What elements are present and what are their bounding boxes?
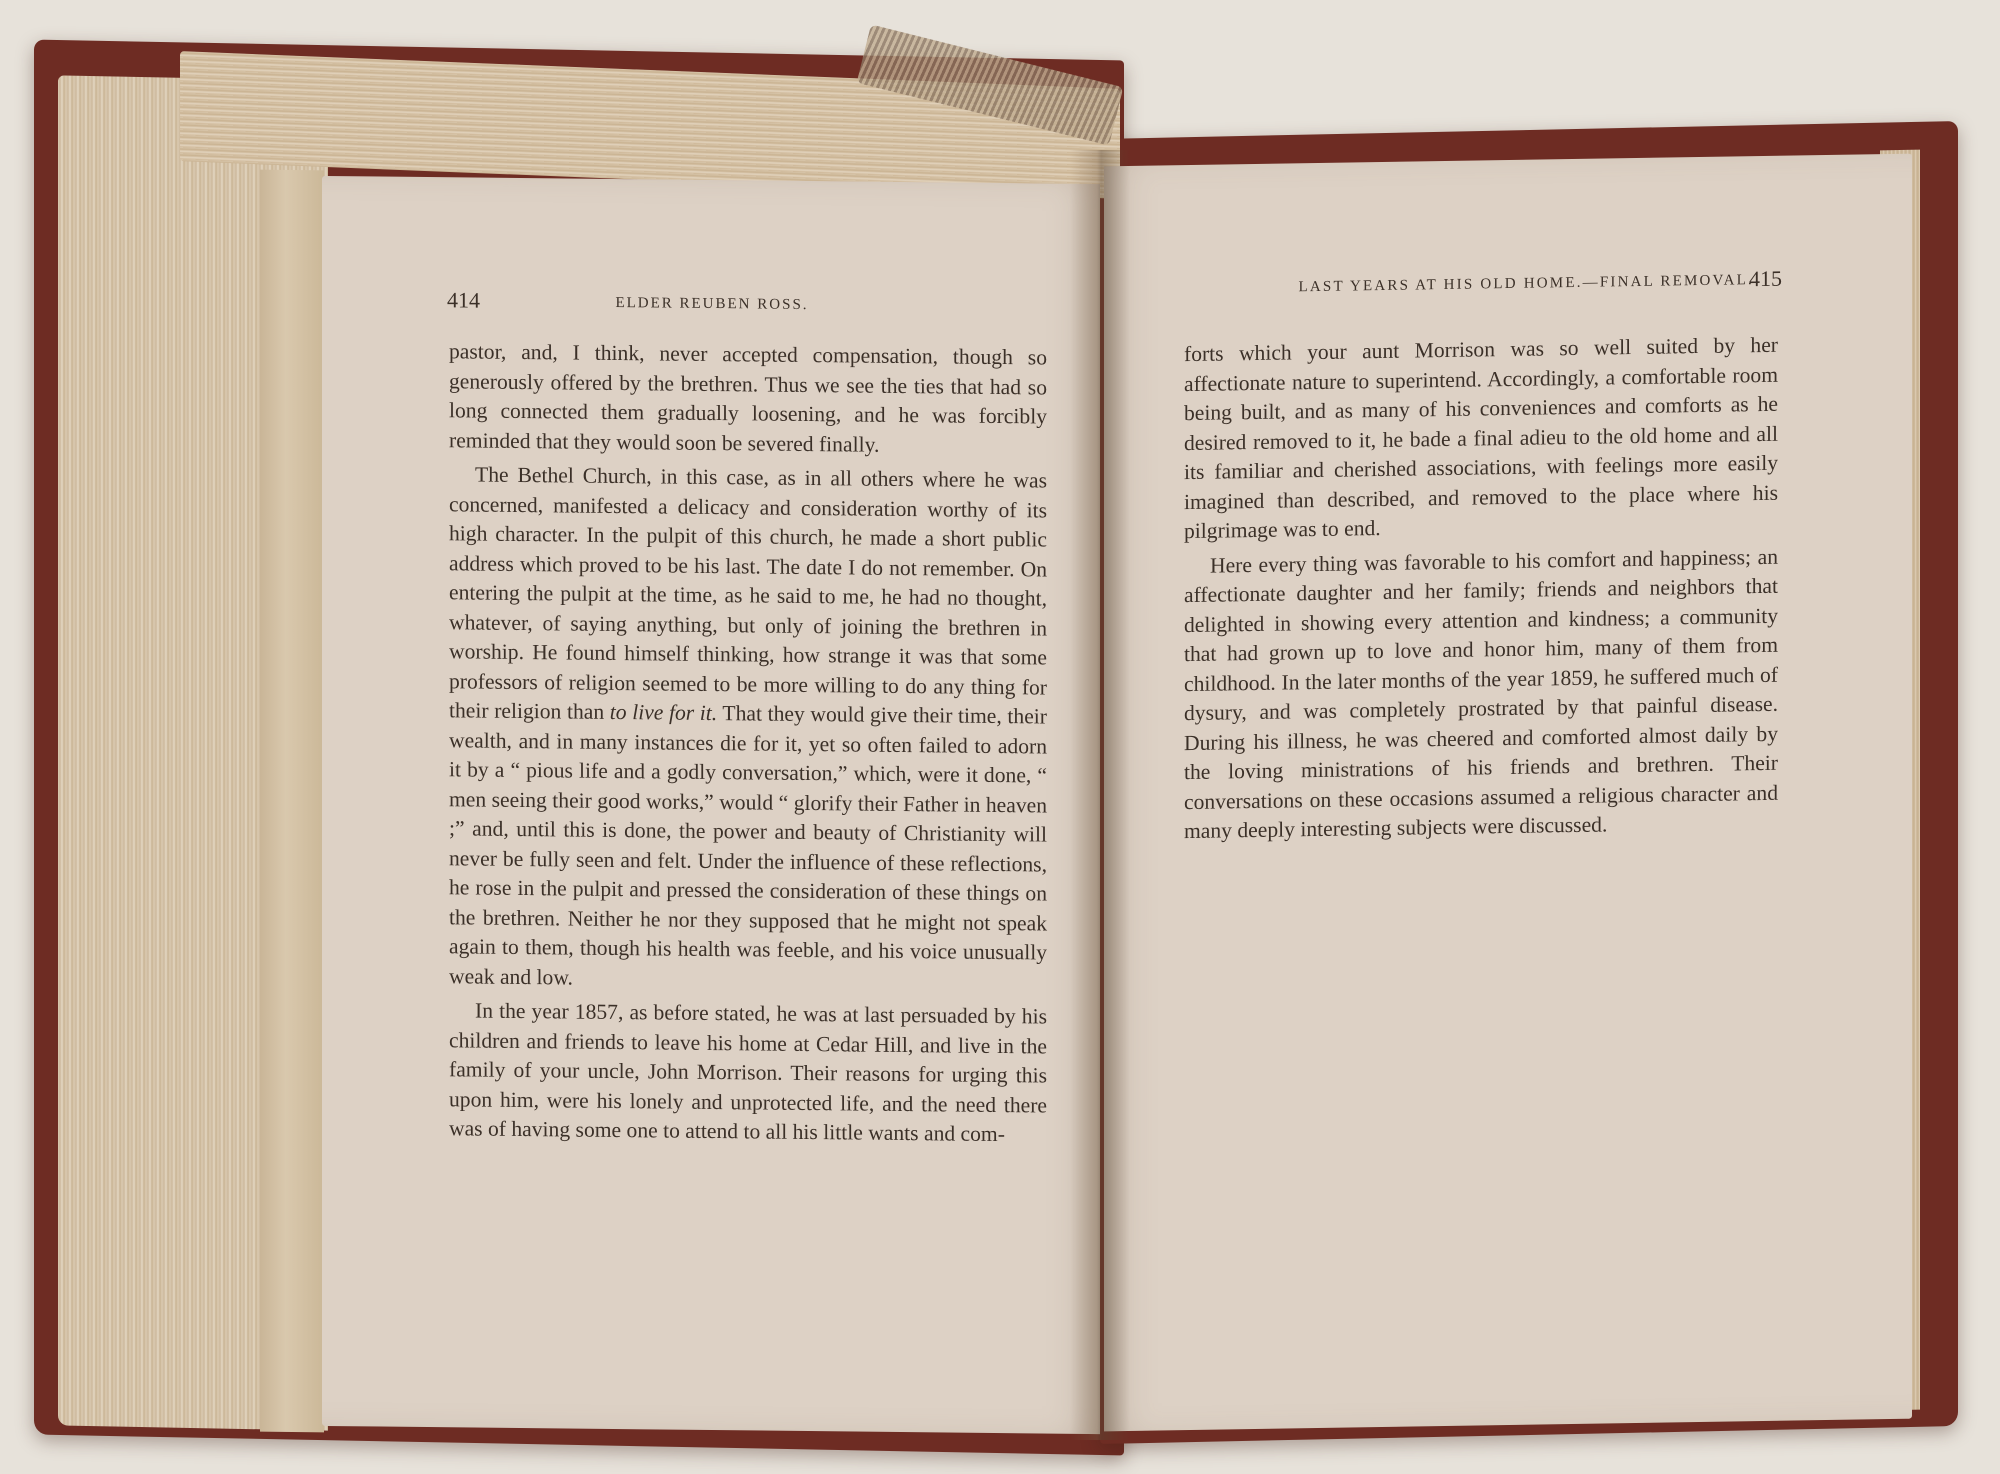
left-page-text [449, 337, 1047, 1155]
paragraph-text: The Bethel Church, in this case, as in all others where he was concerned, manifested a delicacy and consideration worthy of its high character. In the pulpit of this church, he made a short public address which proved to be his last. The date I do not remember. On entering the pulpit at the time, as he said to me, he had no thought, whatever, of saying anything, but only of joining the brethren in worship. He found himself thinking, how strange it was that some professors of religion seemed to be more willing to do any thing for their religion than [449, 462, 1047, 724]
book-gutter [1070, 150, 1130, 1440]
right-page-text [1184, 331, 1778, 852]
paragraph: forts which your aunt Morrison was so well suited by her affectionate nature to superintend. Accordingly, a comfortable room being built, and as many of his conveniences and comforts as he desired removed to it, he bade a final adieu to the old home and all its familiar and cherished associations, with feelings more easily imagined than described, and removed to the place where his pilgrimage was to end. [1184, 332, 1778, 544]
page-number-right: 415 [1749, 265, 1782, 292]
paragraph: pastor, and, I think, never accepted compensation, though so generously offered by the brethren. Thus we see the ties that had so long connected them gradually loosening, and he was forcibly reminded that they would soon be severed finally. [449, 339, 1047, 457]
italic-phrase: to live for it. [609, 699, 718, 726]
paragraph: In the year 1857, as before stated, he was at last persuaded by his children and friends to leave his home at Cedar Hill, and live in the family of your uncle, John Morrison. Their reasons for urging this upon him, were his lonely and unprotected life, and the need there was of having some one to attend to all his little wants and com- [449, 998, 1047, 1147]
page-stack-shadow [260, 170, 324, 1433]
page-number-left: 414 [447, 287, 480, 313]
running-head-left: ELDER REUBEN ROSS. [615, 294, 809, 314]
paragraph-text: That they would give their time, their wealth, and in many instances die for it, yet so often failed to adorn it by a “ pious life and a godly conversation,” which, were it done, “ men seeing their good works,” would “ glorify their Father in heaven ;” and, until this is done, the power and beauty of Christianity will never be fully seen and felt. Under the influence of these reflections, he rose in the pulpit and pressed the consideration of these things on the brethren. Neither he nor they supposed that he might not speak again to them, though his health was feeble, and his voice unusually weak and low. [449, 701, 1047, 990]
right-page [1104, 154, 1912, 1432]
running-head-right: LAST YEARS AT HIS OLD HOME.—FINAL REMOVAL. [1298, 272, 1754, 296]
left-page [322, 176, 1100, 1434]
paragraph [449, 460, 1047, 997]
paragraph: Here every thing was favorable to his comfort and happiness; an affectionate daughter and her family; friends and neighbors that delighted in showing every attention and kindness; a community that had grown up to love and honor him, many of them from childhood. In the later months of the year 1859, he suffered much of dysury, and was completely prostrated by that painful disease. During his illness, he was cheered and comforted almost daily by the loving ministrations of his friends and brethren. Their conversations on these occasions assumed a religious character and many deeply interesting subjects were discussed. [1184, 544, 1778, 844]
